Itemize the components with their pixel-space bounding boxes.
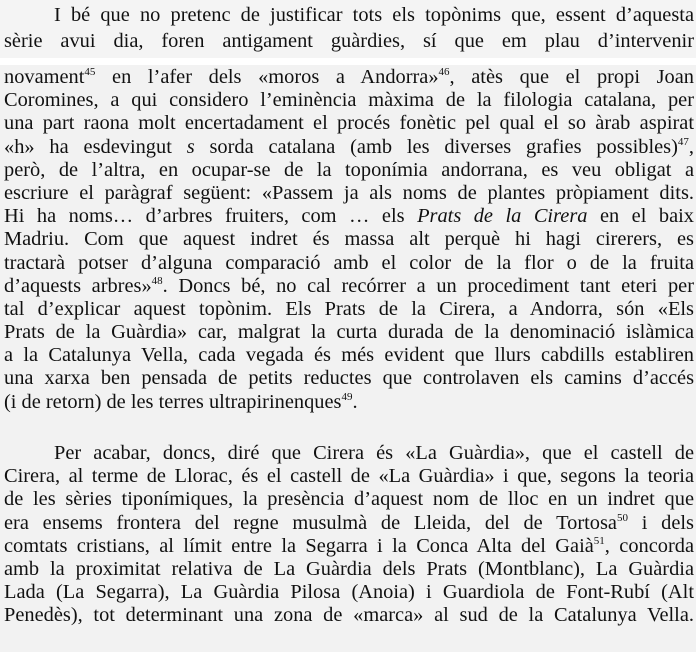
text-line: sèrie avui dia, foren antigament guàrdies, sí que em plau d’intervenir (4, 29, 694, 52)
paragraph-2 (4, 66, 694, 414)
text-line: novament$^{45}$ en l’afer dels «moros a Andorra»$^{46}$, atès que el propi Joan (4, 66, 694, 88)
text-line: «h» ha esdevingut s sorda catalana (amb les diverses grafies possibles)$^{47}$, (4, 135, 695, 158)
text-line: Prats de la Guàrdia» car, malgrat la curta durada de la denominació islàmica (4, 321, 694, 344)
text-line: una xarxa ben pensada de petits reductes que controlaven els camins d’accés (4, 367, 694, 390)
excerpt-gap (0, 58, 696, 65)
footnote-ref: 46 (438, 66, 450, 78)
paragraph-3 (4, 442, 694, 628)
text-line: Lada (La Segarra), La Guàrdia Pilosa (Anoia) i Guardiola de Font-Rubí (Alt (4, 581, 694, 604)
text-line: Hi ha noms… d’arbres fruiters, com … els Prats de la Cirera en el baix (4, 205, 694, 228)
italic-term: Prats de la Cirera (417, 205, 588, 228)
text-line: tal d’explicar aquest topònim. Els Prats de la Cirera, a Andorra, són «Els (4, 297, 694, 320)
footnote-ref: 49 (341, 390, 353, 403)
footnote-ref: 45 (84, 66, 96, 78)
footnote-ref: 51 (593, 534, 605, 547)
text-line: tractarà potser d’alguna comparació amb el color de la flor o de la fruita (4, 251, 694, 274)
text-line: però, de l’altra, en ocupar-se de la toponímia andorrana, es veu obligat a (4, 158, 694, 181)
paragraph-1 (4, 2, 694, 53)
footnote-ref: 48 (151, 274, 163, 287)
text-line: Madriu. Com que aquest indret és massa alt perquè hi hagi cirerers, es (4, 228, 694, 251)
italic-term: s (186, 135, 195, 158)
text-line: Cirera, al terme de Llorac, és el castell de «La Guàrdia» i que, segons la teoria (4, 465, 694, 488)
text-line: una part raona molt encertadament el procés fonètic pel qual el so àrab aspirat (4, 112, 694, 135)
text-line: comtats cristians, al límit entre la Segarra i la Conca Alta del Gaià$^{51}$, concorda (4, 534, 694, 557)
text-line: de les sèries tiponímiques, la presència d’aquest nom de lloc en un indret que (4, 488, 694, 511)
text-line: Coromines, a qui considero l’eminència màxima de la filologia catalana, per (4, 89, 694, 112)
footnote-ref: 50 (616, 511, 628, 524)
text-line: (i de retorn) de les terres ultrapirinenques$^{49}$. (4, 390, 358, 413)
text-line: era ensems frontera del regne musulmà de Lleida, del de Tortosa$^{50}$ i dels (4, 511, 694, 534)
text-line: amb la proximitat relativa de La Guàrdia dels Prats (Montblanc), La Guàrdia (4, 557, 694, 580)
text-line: escriure el paràgraf següent: «Passem ja als noms de plantes pròpiament dits. (4, 181, 694, 204)
footnote-ref: 47 (677, 135, 689, 148)
text-line: a la Catalunya Vella, cada vegada és més evident que llurs cabdills establiren (4, 344, 694, 367)
text-line: Penedès), tot determinant una zona de «marca» al sud de la Catalunya Vella. (4, 604, 694, 627)
text-line: d’aquests arbres»$^{48}$. Doncs bé, no cal recórrer a un procediment tant eteri per (4, 274, 694, 297)
text-line: Per acabar, doncs, diré que Cirera és «La Guàrdia», que el castell de (54, 442, 694, 464)
text-line: I bé que no pretenc de justificar tots els topònims que, essent d’aquesta (54, 4, 694, 26)
